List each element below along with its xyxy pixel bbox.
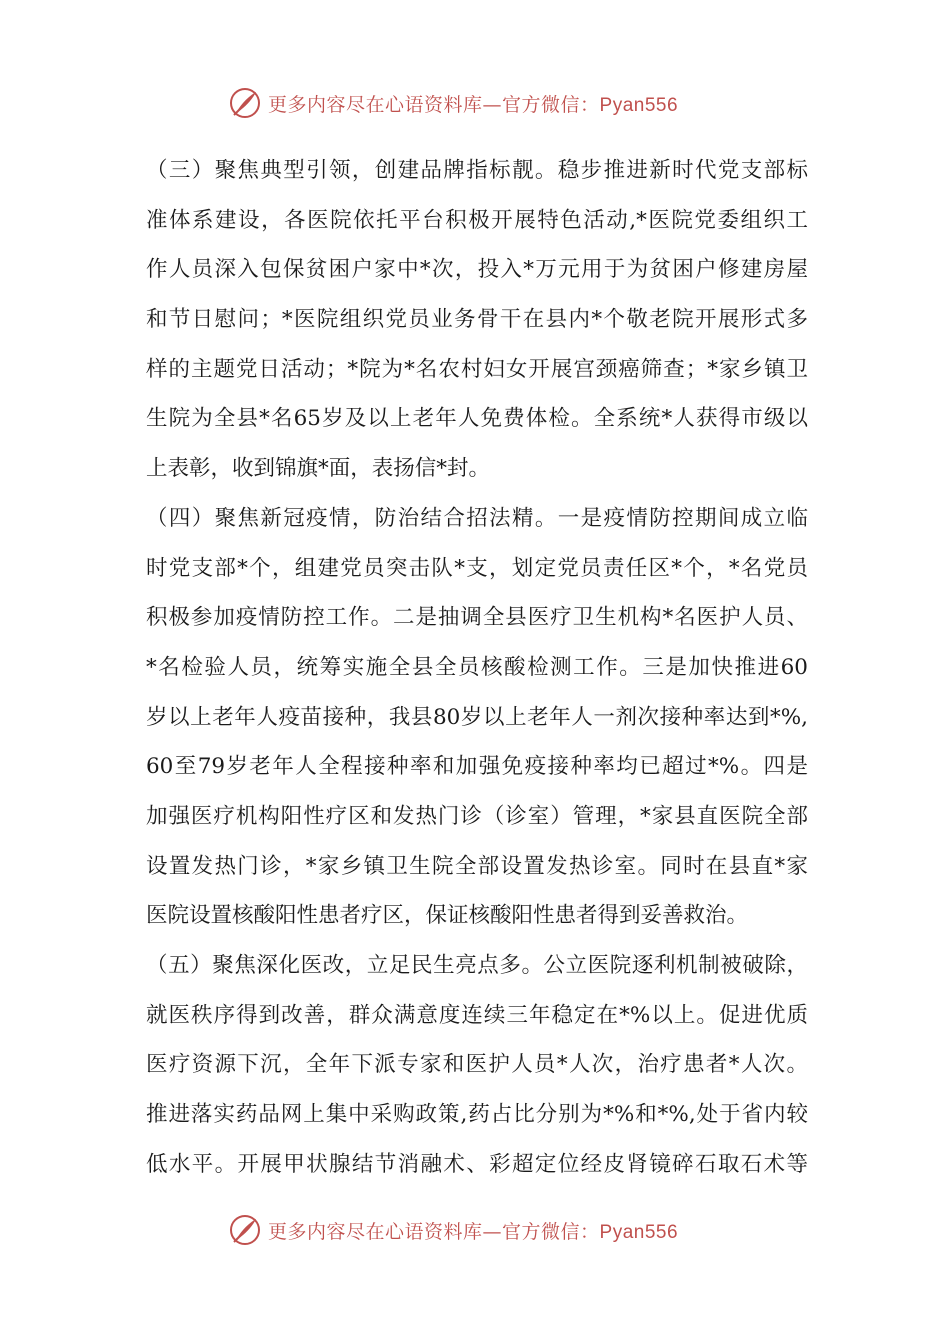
text-line: （四）聚焦新冠疫情，防治结合招法精。一是疫情防控期间成立临 [146, 505, 808, 531]
text-line: （三）聚焦典型引领，创建品牌指标靓。稳步推进新时代党支部标 [146, 158, 808, 183]
footer-watermark-banner [228, 1210, 748, 1250]
text-line: 时党支部*个，组建党员突击队*支，划定党员责任区*个，*名党员 [146, 555, 808, 581]
text-line: 生院为全县*名65岁及以上老年人免费体检。全系统*人获得市级以 [146, 406, 808, 432]
text-line: 上表彰，收到锦旗*面，表扬信*封。 [146, 456, 491, 482]
header-watermark-banner [228, 83, 748, 123]
text-line: 岁以上老年人疫苗接种，我县80岁以上老年人一剂次接种率达到*%, [146, 704, 808, 730]
text-line: 设置发热门诊，*家乡镇卫生院全部设置发热诊室。同时在县直*家 [146, 853, 808, 879]
text-line: 医院设置核酸阳性患者疗区，保证核酸阳性患者得到妥善救治。 [146, 903, 749, 929]
banner-text: 更多内容尽在心语资料库—官方微信：Pyan556 [268, 93, 679, 116]
text-line: 60至79岁老年人全程接种率和加强免疫接种率均已超过*%。四是 [146, 754, 808, 780]
text-line: 作人员深入包保贫困户家中*次，投入*万元用于为贫困户修建房屋 [146, 257, 808, 283]
text-line: 样的主题党日活动；*院为*名农村妇女开展宫颈癌筛查；*家乡镇卫 [146, 356, 808, 382]
text-line: （五）聚焦深化医改，立足民生亮点多。公立医院逐利机制被破除， [146, 953, 808, 978]
document-body [146, 146, 808, 1189]
text-line: 准体系建设，各医院依托平台积极开展特色活动,*医院党委组织工 [146, 207, 808, 233]
banner-text: 更多内容尽在心语资料库—官方微信：Pyan556 [268, 1220, 679, 1243]
text-line: 加强医疗机构阳性疗区和发热门诊（诊室）管理，*家县直医院全部 [146, 803, 808, 829]
quill-logo-icon [228, 1213, 262, 1247]
text-line: 和节日慰问；*医院组织党员业务骨干在县内*个敬老院开展形式多 [146, 307, 808, 333]
text-line: 积极参加疫情防控工作。二是抽调全县医疗卫生机构*名医护人员、 [146, 605, 808, 631]
text-line: 低水平。开展甲状腺结节消融术、彩超定位经皮肾镜碎石取石术等 [146, 1151, 808, 1177]
text-line: 推进落实药品网上集中采购政策,药占比分别为*%和*%,处于省内较 [146, 1102, 808, 1128]
text-line: 就医秩序得到改善，群众满意度连续三年稳定在*%以上。促进优质 [146, 1002, 808, 1028]
text-line: *名检验人员，统筹实施全县全员核酸检测工作。三是加快推进60 [146, 654, 808, 680]
quill-logo-icon [228, 86, 262, 120]
text-line: 医疗资源下沉，全年下派专家和医护人员*人次，治疗患者*人次。 [146, 1052, 808, 1078]
